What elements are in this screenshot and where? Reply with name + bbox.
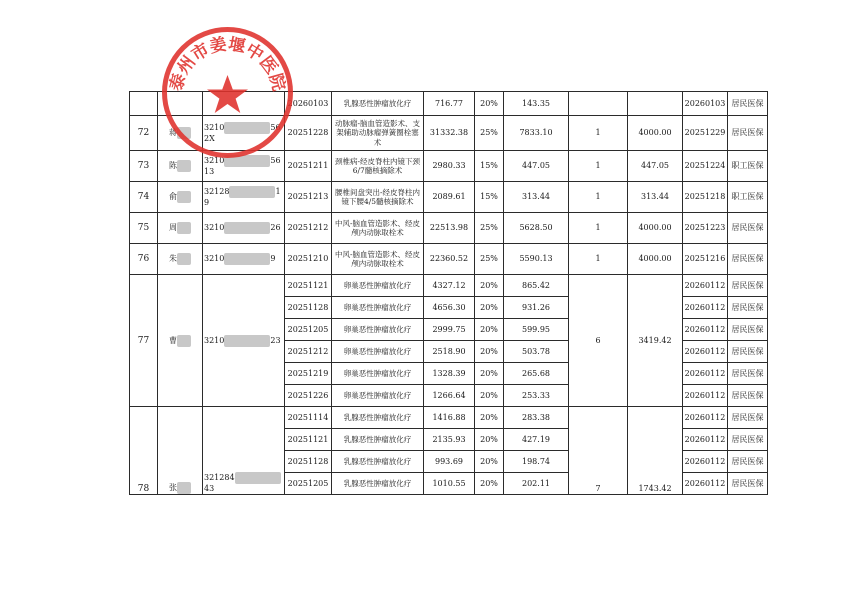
treatment-date: 20251114 (285, 407, 332, 429)
treatment-date: 20251205 (285, 319, 332, 341)
total-amount: 1328.39 (424, 363, 475, 385)
name-redaction (177, 335, 191, 347)
subsidy-total: 1743.42 (628, 407, 683, 495)
id-redaction (224, 155, 270, 167)
procedure-name: 乳腺恶性肿瘤放化疗 (332, 407, 424, 429)
subsidy-total: 4000.00 (628, 244, 683, 275)
total-amount: 22513.98 (424, 213, 475, 244)
procedure-name: 卵巢恶性肿瘤放化疗 (332, 363, 424, 385)
treatment-date: 20251219 (285, 363, 332, 385)
treatment-date: 20251205 (285, 473, 332, 495)
treatment-date: 20251212 (285, 213, 332, 244)
visit-count: 1 (569, 244, 628, 275)
table-row (130, 182, 768, 213)
row-number: 77 (130, 275, 158, 407)
patient-name-text: 张 (169, 483, 177, 492)
total-amount: 22360.52 (424, 244, 475, 275)
id-suffix: 23 (270, 335, 281, 345)
share-amount: 5628.50 (504, 213, 569, 244)
share-amount: 143.35 (504, 92, 569, 116)
id-prefix: 3210 (204, 156, 225, 165)
patient-name-text: 陈 (169, 161, 177, 170)
settle-date: 20260112 (683, 473, 728, 495)
id-suffix: 26 (270, 223, 281, 232)
insurance-type: 居民医保 (728, 473, 768, 495)
row-number: 74 (130, 182, 158, 213)
table-row (130, 116, 768, 151)
share-amount: 5590.13 (504, 244, 569, 275)
total-amount: 4656.30 (424, 297, 475, 319)
visit-count: 1 (569, 182, 628, 213)
patient-name (158, 116, 203, 151)
total-amount: 1010.55 (424, 473, 475, 495)
rate: 20% (475, 451, 504, 473)
insurance-type: 居民医保 (728, 297, 768, 319)
rate: 20% (475, 319, 504, 341)
table-row (130, 275, 768, 297)
total-amount: 1266.64 (424, 385, 475, 407)
total-amount: 2999.75 (424, 319, 475, 341)
table-row (130, 407, 768, 429)
share-amount: 447.05 (504, 151, 569, 182)
subsidy-total: 4000.00 (628, 213, 683, 244)
total-amount: 2518.90 (424, 341, 475, 363)
share-amount: 253.33 (504, 385, 569, 407)
rate: 20% (475, 429, 504, 451)
treatment-date: 20251213 (285, 182, 332, 213)
visit-count: 6 (569, 275, 628, 407)
total-amount: 1416.88 (424, 407, 475, 429)
table-row (130, 244, 768, 275)
settle-date: 20260103 (683, 92, 728, 116)
rate: 20% (475, 407, 504, 429)
procedure-name: 动脉瘤-脑血管造影术、支架辅助动脉瘤弹簧圈栓塞术 (332, 116, 424, 151)
patient-name-text: 周 (169, 223, 177, 232)
settle-date: 20260112 (683, 341, 728, 363)
rate: 20% (475, 341, 504, 363)
treatment-date: 20251211 (285, 151, 332, 182)
treatment-date: 20251228 (285, 116, 332, 151)
rate: 20% (475, 275, 504, 297)
procedure-name: 颈椎病-经皮脊柱内镜下颈6/7髓核摘除术 (332, 151, 424, 182)
name-redaction (177, 253, 191, 265)
settle-date: 20260112 (683, 429, 728, 451)
insurance-type: 居民医保 (728, 451, 768, 473)
id-redaction (224, 253, 270, 265)
visit-count (569, 92, 628, 116)
rate: 25% (475, 213, 504, 244)
insurance-type: 职工医保 (728, 182, 768, 213)
procedure-name: 卵巢恶性肿瘤放化疗 (332, 385, 424, 407)
insurance-type: 居民医保 (728, 92, 768, 116)
treatment-date: 20251128 (285, 451, 332, 473)
id-redaction (224, 222, 270, 234)
rate: 20% (475, 363, 504, 385)
patient-name (158, 275, 203, 407)
insurance-type: 居民医保 (728, 341, 768, 363)
row-number: 75 (130, 213, 158, 244)
id-number (203, 213, 285, 244)
insurance-type: 职工医保 (728, 151, 768, 182)
total-amount: 2089.61 (424, 182, 475, 213)
rate: 20% (475, 385, 504, 407)
rate: 15% (475, 151, 504, 182)
settle-date: 20251229 (683, 116, 728, 151)
id-prefix: 3210 (204, 254, 225, 263)
procedure-name: 乳腺恶性肿瘤放化疗 (332, 451, 424, 473)
table-row (130, 92, 768, 116)
id-number (203, 116, 285, 151)
share-amount: 265.68 (504, 363, 569, 385)
rate: 20% (475, 473, 504, 495)
procedure-name: 卵巢恶性肿瘤放化疗 (332, 319, 424, 341)
row-number: 78 (130, 407, 158, 495)
total-amount: 716.77 (424, 92, 475, 116)
id-number (203, 275, 285, 407)
id-redaction (224, 335, 270, 347)
patient-name (158, 213, 203, 244)
patient-name-text: 曹 (169, 335, 177, 345)
insurance-type: 居民医保 (728, 244, 768, 275)
settle-date: 20260112 (683, 319, 728, 341)
id-redaction (235, 472, 281, 484)
table-row (130, 151, 768, 182)
row-number: 72 (130, 116, 158, 151)
patient-name (158, 151, 203, 182)
rate: 20% (475, 92, 504, 116)
id-number (203, 92, 285, 116)
table-row (130, 213, 768, 244)
id-prefix: 3210 (204, 335, 225, 345)
treatment-date: 20260103 (285, 92, 332, 116)
treatment-date: 20251121 (285, 275, 332, 297)
procedure-name: 乳腺恶性肿瘤放化疗 (332, 429, 424, 451)
id-number (203, 182, 285, 213)
total-amount: 4327.12 (424, 275, 475, 297)
treatment-date: 20251226 (285, 385, 332, 407)
id-prefix: 3210 (204, 123, 225, 132)
name-redaction (177, 127, 191, 139)
patient-name (158, 244, 203, 275)
subsidy-total: 447.05 (628, 151, 683, 182)
visit-count: 1 (569, 151, 628, 182)
share-amount: 599.95 (504, 319, 569, 341)
settlement-table-wrapper (129, 91, 764, 495)
name-redaction (177, 191, 191, 203)
total-amount: 2980.33 (424, 151, 475, 182)
patient-name-text: 朱 (169, 254, 177, 263)
row-number (130, 92, 158, 116)
procedure-name: 卵巢恶性肿瘤放化疗 (332, 275, 424, 297)
id-prefix: 321284 (204, 473, 235, 482)
patient-name (158, 182, 203, 213)
settle-date: 20251223 (683, 213, 728, 244)
procedure-name: 卵巢恶性肿瘤放化疗 (332, 341, 424, 363)
share-amount: 313.44 (504, 182, 569, 213)
treatment-date: 20251210 (285, 244, 332, 275)
subsidy-total: 313.44 (628, 182, 683, 213)
row-number: 76 (130, 244, 158, 275)
id-redaction (229, 186, 275, 198)
name-redaction (177, 160, 191, 172)
procedure-name: 乳腺恶性肿瘤放化疗 (332, 92, 424, 116)
share-amount: 283.38 (504, 407, 569, 429)
id-suffix: 19 (204, 187, 281, 207)
procedure-name: 中风-脑血管造影术、经皮颅内动脉取栓术 (332, 244, 424, 275)
rate: 20% (475, 297, 504, 319)
total-amount: 993.69 (424, 451, 475, 473)
rate: 25% (475, 116, 504, 151)
insurance-type: 居民医保 (728, 213, 768, 244)
share-amount: 427.19 (504, 429, 569, 451)
total-amount: 31332.38 (424, 116, 475, 151)
insurance-type: 居民医保 (728, 385, 768, 407)
rate: 25% (475, 244, 504, 275)
settle-date: 20260112 (683, 297, 728, 319)
settle-date: 20251224 (683, 151, 728, 182)
name-redaction (177, 482, 191, 494)
name-redaction (177, 222, 191, 234)
share-amount: 931.26 (504, 297, 569, 319)
patient-name (158, 407, 203, 495)
id-prefix: 32128 (204, 187, 230, 196)
subsidy-total: 3419.42 (628, 275, 683, 407)
subsidy-total: 4000.00 (628, 116, 683, 151)
id-suffix: 43 (204, 484, 215, 493)
patient-name-text: 蒋 (169, 128, 177, 137)
settle-date: 20260112 (683, 385, 728, 407)
id-suffix: 562X (204, 123, 281, 143)
visit-count: 1 (569, 213, 628, 244)
patient-name (158, 92, 203, 116)
procedure-name: 乳腺恶性肿瘤放化疗 (332, 473, 424, 495)
total-amount: 2135.93 (424, 429, 475, 451)
settle-date: 20251218 (683, 182, 728, 213)
svg-text:泰州市姜堰中医院: 泰州市姜堰中医院 (166, 34, 289, 94)
share-amount: 202.11 (504, 473, 569, 495)
insurance-type: 居民医保 (728, 363, 768, 385)
settle-date: 20260112 (683, 407, 728, 429)
id-number (203, 244, 285, 275)
insurance-type: 居民医保 (728, 407, 768, 429)
treatment-date: 20251128 (285, 297, 332, 319)
procedure-name: 卵巢恶性肿瘤放化疗 (332, 297, 424, 319)
treatment-date: 20251212 (285, 341, 332, 363)
insurance-type: 居民医保 (728, 429, 768, 451)
procedure-name: 腰椎间盘突出-经皮脊柱内镜下腰4/5髓核摘除术 (332, 182, 424, 213)
share-amount: 198.74 (504, 451, 569, 473)
subsidy-total (628, 92, 683, 116)
visit-count: 1 (569, 116, 628, 151)
row-number: 73 (130, 151, 158, 182)
settle-date: 20260112 (683, 451, 728, 473)
insurance-type: 居民医保 (728, 116, 768, 151)
id-number (203, 151, 285, 182)
share-amount: 7833.10 (504, 116, 569, 151)
rate: 15% (475, 182, 504, 213)
settlement-table (129, 91, 768, 495)
settle-date: 20260112 (683, 275, 728, 297)
id-redaction (224, 122, 270, 134)
patient-name-text: 俞 (169, 192, 177, 201)
treatment-date: 20251121 (285, 429, 332, 451)
id-prefix: 3210 (204, 223, 225, 232)
settle-date: 20260112 (683, 363, 728, 385)
settle-date: 20251216 (683, 244, 728, 275)
insurance-type: 居民医保 (728, 275, 768, 297)
id-suffix: 9 (270, 254, 276, 263)
insurance-type: 居民医保 (728, 319, 768, 341)
share-amount: 865.42 (504, 275, 569, 297)
procedure-name: 中风-脑血管造影术、经皮颅内动脉取栓术 (332, 213, 424, 244)
visit-count: 7 (569, 407, 628, 495)
id-number (203, 407, 285, 495)
id-suffix: 5613 (204, 156, 281, 176)
share-amount: 503.78 (504, 341, 569, 363)
